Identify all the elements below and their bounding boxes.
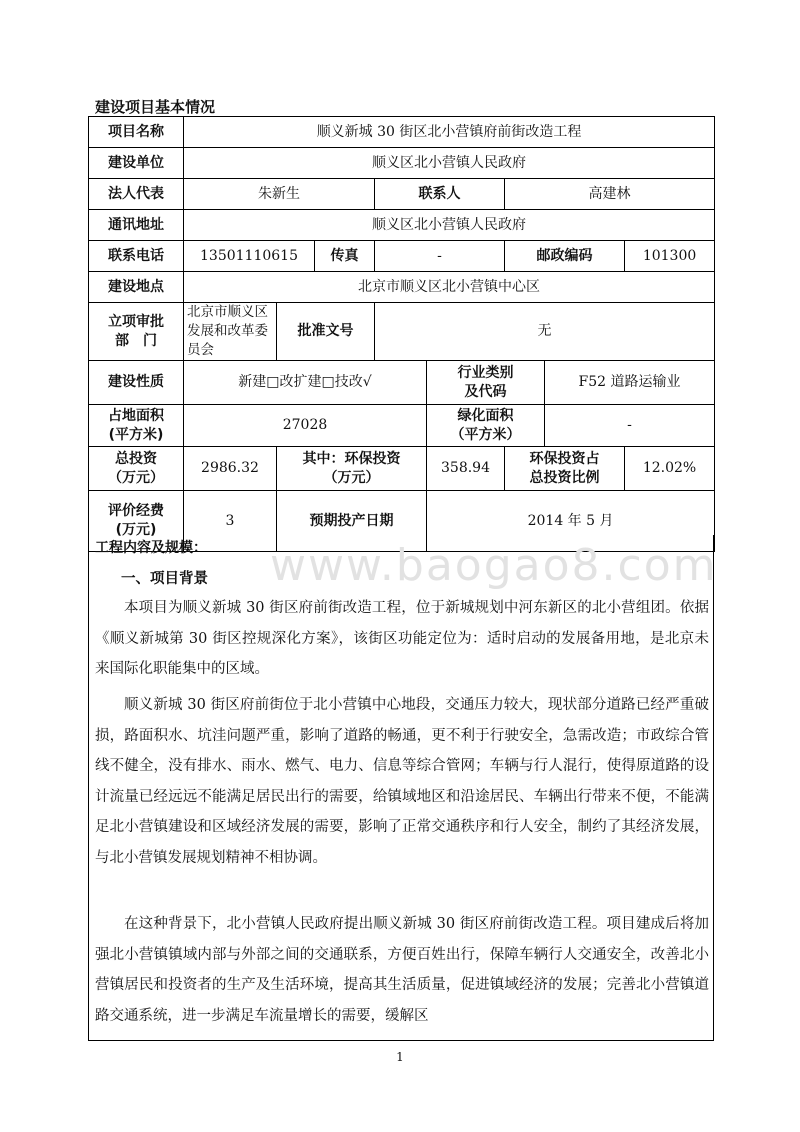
start-date-label: 预期投产日期 [277,491,427,552]
invest-label: 总投资 （万元） [89,447,184,491]
fax-label: 传真 [315,241,375,272]
env-invest-label: 其中：环保投资 （万元） [277,447,427,491]
green-label: 绿化面积 （平方米） [427,405,545,447]
section-title: 工程内容及规模： [95,540,207,556]
legal-label: 法人代表 [89,179,184,210]
page-title: 建设项目基本情况 [95,98,216,116]
watermark: www.baogao8.com [270,540,718,591]
approval-doc-value: 无 [375,303,715,361]
area-label: 占地面积 (平方米) [89,405,184,447]
phone-label: 联系电话 [89,241,184,272]
address-label: 通讯地址 [89,210,184,241]
legal-value: 朱新生 [184,179,375,210]
paragraph-1: 本项目为顺义新城 30 街区府前街改造工程，位于新城规划中河东新区的北小营组团。依据《顺义新城第 30 街区控规深化方案》，该街区功能定位为：适时启动的发展备用地，是北京未来国际化职能集中的区域。 [95,600,709,677]
paragraph-3: 在这种背景下，北小营镇人民政府提出顺义新城 30 街区府前街改造工程。项目建成后将加强北小营镇镇域内部与外部之间的交通联系，方便百姓出行，保障车辆行人交通安全，改善北小营镇居民和投资者的生产及生活环境，提高其生活质量，促进镇域经济的发展；完善北小营镇道路交通系统，进一步满足车流量增长的需要，缓解区 [95,916,709,1024]
project-info-table [88,116,715,552]
approval-dept-label: 立项审批 部 门 [89,303,184,361]
address-value: 顺义区北小营镇人民政府 [184,210,715,241]
approval-doc-label: 批准文号 [277,303,375,361]
eval-fee-value: 3 [184,491,277,552]
unit-label: 建设单位 [89,148,184,179]
subsection-title: 一、项目背景 [121,571,208,587]
project-name-label: 项目名称 [89,117,184,148]
green-value: - [545,405,715,447]
page-number: 1 [396,1050,404,1064]
eval-fee-label: 评价经费 (万元) [89,491,184,552]
nature-value: 新建□改扩建□技改√ [184,361,427,405]
industry-value: F52 道路运输业 [545,361,715,405]
location-value: 北京市顺义区北小营镇中心区 [184,272,715,303]
industry-label: 行业类别 及代码 [427,361,545,405]
contact-value: 高建林 [505,179,715,210]
phone-value: 13501110615 [184,241,315,272]
postcode-value: 101300 [625,241,715,272]
postcode-label: 邮政编码 [505,241,625,272]
unit-value: 顺义区北小营镇人民政府 [184,148,715,179]
invest-value: 2986.32 [184,447,277,491]
contact-label: 联系人 [375,179,505,210]
area-value: 27028 [184,405,427,447]
start-date-value: 2014 年 5 月 [427,491,715,552]
project-content-box [88,535,714,1041]
paragraph-2: 顺义新城 30 街区府前街位于北小营镇中心地段，交通压力较大，现状部分道路已经严重破损，路面积水、坑洼问题严重，影响了道路的畅通，更不利于行驶安全，急需改造；市政综合管线不健全，没有排水、雨水、燃气、电力、信息等综合管网；车辆与行人混行，使得原道路的设计流量已经远远不能满足居民出行的需要，给镇域地区和沿途居民、车辆出行带来不便，不能满足北小营镇建设和区域经济发展的需要，影响了正常交通秩序和行人安全，制约了其经济发展，与北小营镇发展规划精神不相协调。 [95,697,709,866]
approval-dept-value: 北京市顺义区发展和改革委员会 [184,303,277,361]
env-ratio-value: 12.02% [625,447,715,491]
nature-label: 建设性质 [89,361,184,405]
fax-value: - [375,241,505,272]
project-name-value: 顺义新城 30 街区北小营镇府前街改造工程 [184,117,715,148]
env-invest-value: 358.94 [427,447,505,491]
location-label: 建设地点 [89,272,184,303]
env-ratio-label: 环保投资占 总投资比例 [505,447,625,491]
